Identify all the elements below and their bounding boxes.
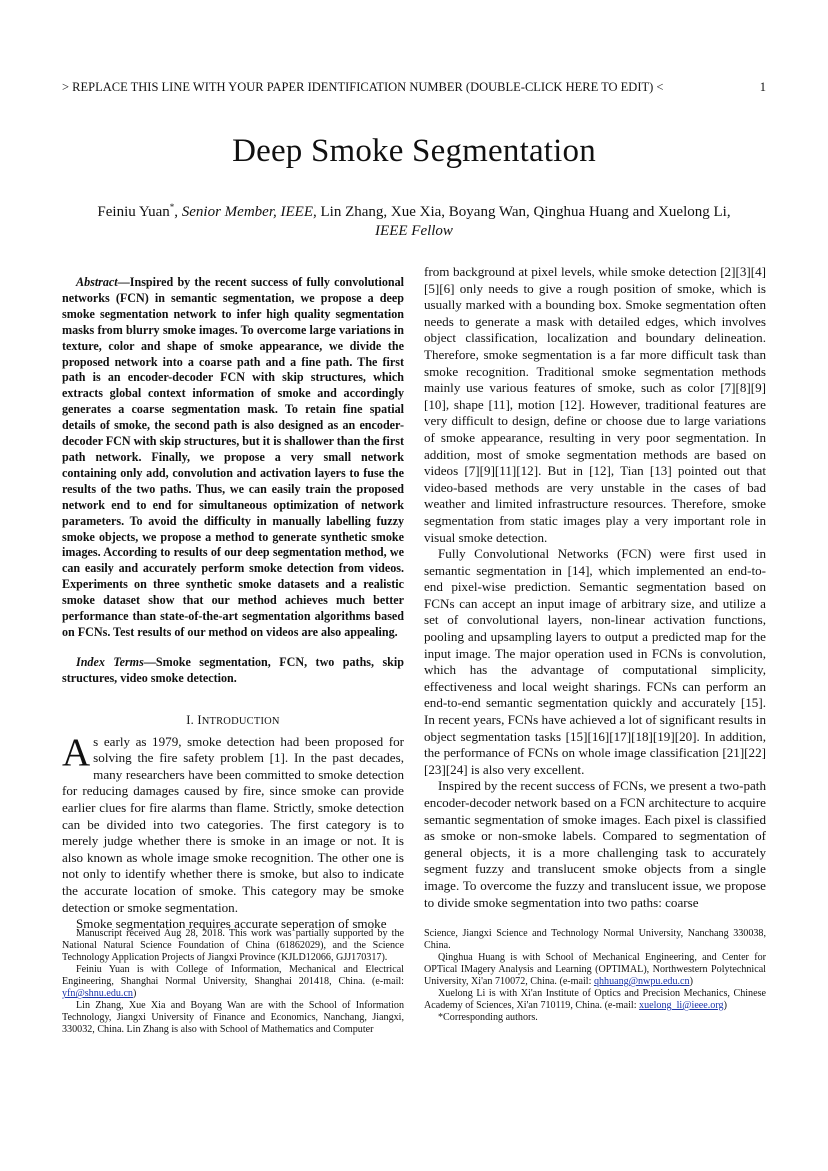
abstract-label: Abstract: [76, 275, 118, 289]
footnote-corresponding: *Corresponding authors.: [438, 1012, 538, 1023]
intro-paragraph-1: As early as 1979, smoke detection had been proposed for solving the fire safety problem [1]. In the past decades, many researchers have been committed to smoke detection for reducing damages caused by fire, since smoke can provide earlier clues for fire alarms than flame. Strictly, smoke detection can be divided into two categories. The first category is to merely judge whether there is smoke in an image or not. It is also known as whole image smoke recognition. The other one is not only to identify whether there is smoke, but also to indicate the accurate location of smoke. This category may be smoke detection or smoke segmentation.: [62, 730, 404, 915]
right-column: [424, 264, 766, 911]
section-heading-introduction: I. INTRODUCTION: [186, 712, 280, 727]
abstract: [62, 275, 404, 641]
footnote-li: Xuelong Li is with Xi'an Institute of Optics and Precision Mechanics, Chinese Academy of Sciences, Xi'an 710119, China. (e-mail: xuelong_li@ieee.org): [424, 988, 766, 1011]
footnote-huang: Qinghua Huang is with School of Mechanical Engineering, and Center for OPTical IMagery Analysis and Learning (OPTIMAL), Northwestern Polytechnical University, Xi'an 710072, China. (e-mail: qhhuang@nwpu.edu.cn): [424, 952, 766, 987]
right-paragraph-3: Inspired by the recent success of FCNs, we present a two-path encoder-decoder network based on a FCN architecture to acquire semantic segmentation of smoke images. Each pixel is classified as smoke or non-smoke labels. Compared to segmentation of general objects, it is a more challenging task to accurately segment fuzzy and translucent smoke objects from a single image. To overcome the fuzzy and translucent issue, we propose to divide smoke segmentation into two paths: coarse: [424, 778, 766, 910]
author-first: Feiniu Yuan: [97, 204, 170, 220]
left-column: [62, 264, 404, 933]
email-link-yuan[interactable]: yfn@shnu.edu.cn: [62, 988, 133, 999]
page-number: 1: [759, 80, 766, 94]
right-paragraph-2: Fully Convolutional Networks (FCN) were first used in semantic segmentation in [14], which implemented an end-to-end pixel-wise prediction. Semantic segmentation based on FCNs can accept an input image of arbitrary size, and utilize a set of convolutional layers, non-linear activation functions, pooling and upsampling layers to output a predicted map for the input image. The major operation used in FCNs is convolution, which has the advantage of computational simplicity, effectiveness and local weight sharings. FCNs can perform an end-to-end semantic segmentation quickly and accurately [15]. In recent years, FCNs have achieved a lot of significant results in object segmentation tasks [15][16][17][18][19][20]. In addition, the performance of FCNs on whole image classification [21][22][23][24] is also very excellent.: [424, 546, 766, 777]
drop-cap: A: [62, 730, 91, 774]
footnotes-left: [62, 928, 404, 1036]
author-first-role: Senior Member, IEEE: [181, 204, 313, 220]
email-link-huang[interactable]: qhhuang@nwpu.edu.cn: [593, 976, 690, 987]
author-others: , Lin Zhang, Xue Xia, Boyang Wan, Qinghua Huang and Xuelong Li,: [312, 204, 731, 220]
author-list: Feiniu Yuan*, Senior Member, IEEE, Lin Zhang, Xue Xia, Boyang Wan, Qinghua Huang and Xuelong Li, IEEE Fellow: [97, 202, 731, 239]
index-terms: [62, 655, 404, 687]
footnote-zhang-cont: Science, Jiangxi Science and Technology Normal University, Nanchang 330038, China.: [424, 928, 766, 951]
right-paragraph-1: from background at pixel levels, while smoke detection [2][3][4][5][6] only needs to give a rough position of smoke, which is usually marked with a bounding box. Smoke segmentation often needs to generate a mask with detailed edges, which involves object classification, localization and boundary delineation. Therefore, smoke segmentation is a far more difficult task than smoke recognition. Traditional smoke segmentation methods mainly use various features of smoke, such as color [7][8][9][10], shape [11], motion [12]. However, traditional features are very difficult to design, define or choose due to large variations of smoke appearance, resulting in very poor segmentation. In addition, most of smoke segmentation methods are based on videos [7][9][11][12]. But in [12], Tian [13] pointed out that video-based methods are very unstable in the cases of bad weather and limited infrastructure resources. Therefore, smoke segmentation from static images play a very important role in visual smoke detection.: [424, 264, 766, 545]
footnotes-right: [424, 928, 766, 1024]
intro-paragraph-2: Smoke segmentation requires accurate seperation of smoke: [76, 916, 387, 932]
abstract-text: —Inspired by the recent success of fully convolutional networks (FCN) in semantic segmentation, we propose a deep smoke segmentation network to infer high quality segmentation masks from blurry smoke images. To overcome large variations in texture, color and shape of smoke appearance, we divide the proposed network into a coarse path and a fine path. The first path is an encoder-decoder FCN with skip structures, which extracts global context information of smoke and accordingly generates a coarse segmentation mask. To retain fine spatial details of smoke, the second path is also designed as an encoder-decoder FCN with skip structures, but it is shallower than the first path network. Finally, we propose a very small network containing only add, convolution and activation layers to fuse the results of the two paths. Thus, we can easily train the proposed network end to end for simultaneous optimization of network parameters. To avoid the difficulty in manually labelling fuzzy smoke objects, we propose a method to generate synthetic smoke images. According to results of our deep segmentation method, we can easily and accurately perform smoke detection from videos. Experiments on three synthetic smoke datasets and a realistic smoke dataset show that our method achieves much better performance than state-of-the-art segmentation algorithms based on FCNs. Test results of our method on videos are also appealing.: [62, 275, 404, 639]
corresponding-mark: *: [169, 202, 175, 212]
footnote-manuscript: Manuscript received Aug 28, 2018. This work was partially supported by the National Natural Science Foundation of China (61862029), and the Science Technology Application Projects of Jiangxi Province (KJLD12066, GJJ170317).: [62, 928, 404, 963]
footnote-yuan: Feiniu Yuan is with College of Information, Mechanical and Electrical Engineering, Shanghai Normal University, Shanghai 201418, China. (e-mail: yfn@shnu.edu.cn): [62, 964, 404, 999]
header-text: > REPLACE THIS LINE WITH YOUR PAPER IDENTIFICATION NUMBER (DOUBLE-CLICK HERE TO EDIT) <: [62, 80, 664, 94]
index-terms-label: Index Terms: [76, 654, 144, 669]
index-terms-text: —Smoke segmentation, FCN, two paths, skip structures, video smoke detection.: [62, 654, 404, 685]
email-link-li[interactable]: xuelong_li@ieee.org: [639, 1000, 724, 1011]
author-last-role: IEEE Fellow: [375, 223, 453, 239]
footnote-zhang: Lin Zhang, Xue Xia and Boyang Wan are with the School of Information Technology, Jiangxi University of Finance and Economics, Nanchang, Jiangxi, 330032, China. Lin Zhang is also with School of Mathematics and Computer: [62, 1000, 404, 1035]
running-header: [62, 80, 766, 95]
paper-title: Deep Smoke Segmentation: [232, 133, 596, 169]
